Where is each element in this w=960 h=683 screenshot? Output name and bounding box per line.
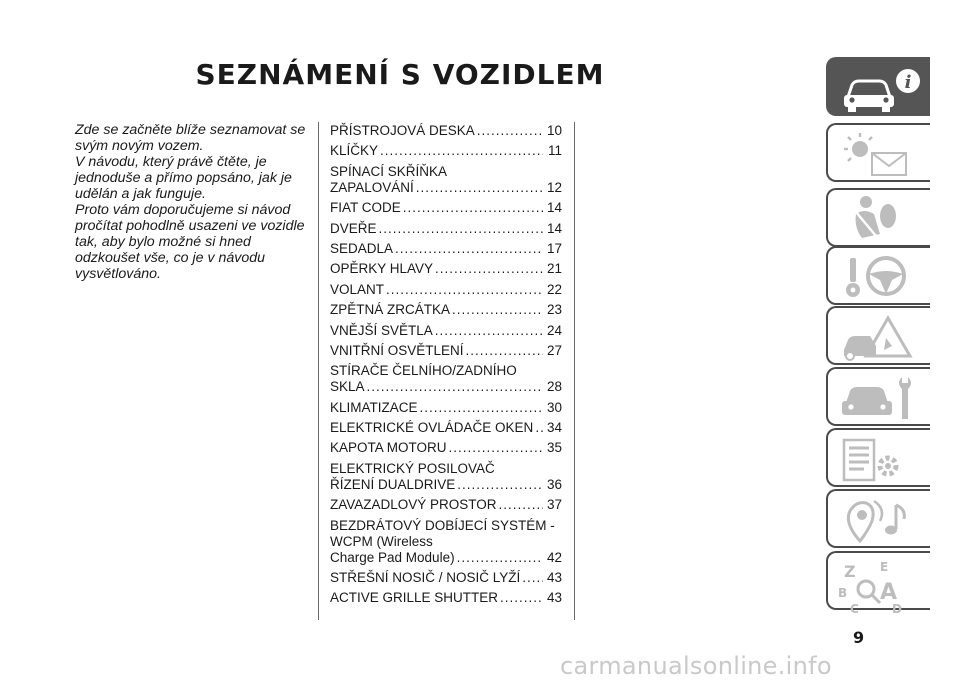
- toc-leader-dots: [499, 497, 543, 513]
- toc-entry-label: DVEŘE: [330, 220, 377, 236]
- toc-leader-dots: [379, 221, 543, 237]
- tab-safety[interactable]: [826, 188, 930, 247]
- seatbelt-airbag-icon: [836, 194, 926, 246]
- toc-entry-page: 34: [546, 420, 562, 436]
- toc-entry-label: KLIMATIZACE: [330, 399, 418, 415]
- svg-text:Z: Z: [844, 562, 856, 581]
- toc-entry-row: [330, 323, 562, 339]
- toc-leader-dots: [477, 123, 543, 139]
- toc-entry-label: ELEKTRICKÉ OVLÁDAČE OKEN: [330, 420, 534, 436]
- toc-entry-label: KLÍČKY: [330, 143, 379, 159]
- toc-leader-dots: [500, 590, 543, 606]
- toc-entry-row: [330, 420, 562, 436]
- warning-light-message-icon: [836, 129, 926, 181]
- toc-entry-page: 36: [546, 476, 562, 492]
- toc-entry-page: 22: [546, 281, 562, 297]
- toc-leader-dots: [457, 550, 543, 566]
- toc-leader-dots: [380, 143, 543, 159]
- toc-leader-dots: [457, 477, 543, 493]
- toc-entry-label: ZAPALOVÁNÍ: [330, 179, 414, 195]
- toc-leader-dots: [522, 570, 543, 586]
- tab-warning-lights[interactable]: [826, 123, 930, 182]
- toc-entry-label: VNITŘNÍ OSVĚTLENÍ: [330, 342, 464, 358]
- svg-text:A: A: [880, 580, 898, 605]
- toc-entry-page: 14: [546, 220, 562, 236]
- toc-entry-row: [330, 180, 562, 196]
- tab-car-info[interactable]: [826, 57, 930, 116]
- toc-entry[interactable]: [330, 143, 562, 159]
- svg-text:B: B: [838, 586, 848, 600]
- toc-entry-row: [330, 123, 562, 139]
- toc-entry-label-line: BEZDRÁTOVÝ DOBÍJECÍ SYSTÉM - WCPM (Wireless: [330, 517, 555, 549]
- toc-entry[interactable]: [330, 440, 562, 456]
- toc-entry-page: 24: [546, 322, 562, 338]
- column-divider-left: [318, 122, 319, 620]
- table-of-contents: [330, 123, 562, 611]
- toc-entry-row: [330, 570, 562, 586]
- toc-entry-page: 12: [546, 179, 562, 195]
- key-steering-wheel-icon: [836, 252, 926, 304]
- toc-entry-row: [330, 497, 562, 513]
- toc-entry-label: OPĚRKY HLAVY: [330, 261, 434, 277]
- toc-leader-dots: [452, 302, 543, 318]
- svg-text:C: C: [850, 602, 859, 616]
- emergency-warning-triangle-icon: [836, 312, 926, 364]
- toc-entry-row: [330, 200, 562, 216]
- car-service-wrench-icon: [836, 373, 926, 425]
- toc-leader-dots: [395, 241, 543, 257]
- toc-entry-page: 43: [546, 590, 562, 606]
- toc-entry-row: [330, 590, 562, 606]
- toc-entry-label: VOLANT: [330, 281, 385, 297]
- toc-leader-dots: [420, 400, 543, 416]
- toc-entry-row: [330, 302, 562, 318]
- toc-entry-label: ZAVAZADLOVÝ PROSTOR: [330, 497, 497, 513]
- watermark: carmanualsonline.info: [560, 652, 832, 680]
- toc-entry[interactable]: [330, 420, 562, 436]
- toc-entry-page: 21: [546, 261, 562, 277]
- toc-entry-label: SKLA: [330, 379, 365, 395]
- toc-entry-row: [330, 261, 562, 277]
- toc-entry-page: 17: [546, 240, 562, 256]
- toc-entry-row: [330, 282, 562, 298]
- toc-entry-row: [330, 477, 562, 493]
- tab-multimedia[interactable]: [826, 489, 930, 548]
- page-title: SEZNÁMENÍ S VOZIDLEM: [195, 58, 605, 91]
- toc-entry-label: ACTIVE GRILLE SHUTTER: [330, 590, 499, 606]
- tab-maintenance[interactable]: [826, 367, 930, 426]
- toc-entry-page: 27: [546, 342, 562, 358]
- toc-entry-page: 43: [546, 570, 562, 586]
- toc-entry[interactable]: [330, 363, 562, 395]
- tab-starting-driving[interactable]: [826, 246, 930, 305]
- toc-entry-label: ZPĚTNÁ ZRCÁTKA: [330, 302, 451, 318]
- tab-technical-data[interactable]: [826, 428, 930, 487]
- toc-leader-dots: [386, 282, 543, 298]
- toc-entry-label-line: ELEKTRICKÝ POSILOVAČ: [330, 460, 495, 476]
- toc-leader-dots: [449, 440, 543, 456]
- toc-entry[interactable]: [330, 261, 562, 277]
- svg-text:D: D: [892, 602, 902, 616]
- toc-entry-label: ŘÍZENÍ DUALDRIVE: [330, 476, 456, 492]
- toc-entry[interactable]: [330, 302, 562, 318]
- toc-entry[interactable]: [330, 323, 562, 339]
- toc-leader-dots: [367, 379, 543, 395]
- column-divider-right: [574, 122, 575, 620]
- toc-entry-label: VNĚJŠÍ SVĚTLA: [330, 322, 433, 338]
- toc-entry-page: 14: [546, 200, 562, 216]
- toc-leader-dots: [435, 323, 543, 339]
- multimedia-note-icon: [836, 495, 926, 547]
- toc-entry-page: 35: [546, 440, 562, 456]
- toc-leader-dots: [416, 180, 543, 196]
- toc-entry-page: 42: [546, 549, 562, 565]
- toc-entry-row: [330, 379, 562, 395]
- alphabetical-index-icon: [836, 557, 926, 617]
- toc-entry[interactable]: [330, 590, 562, 606]
- toc-leader-dots: [535, 420, 543, 436]
- toc-entry[interactable]: [330, 343, 562, 359]
- toc-entry-label: SEDADLA: [330, 240, 394, 256]
- toc-entry-page: 23: [546, 302, 562, 318]
- toc-entry-label: KAPOTA MOTORU: [330, 440, 447, 456]
- toc-entry-label: Charge Pad Module): [330, 549, 455, 565]
- toc-leader-dots: [466, 343, 543, 359]
- intro-paragraph: Proto vám doporučujeme si návod pročítat pohodlně usazeni ve vozidle tak, aby bylo možné si hned odzkoušet vše, co je v návodu vysvětlováno.: [75, 202, 305, 282]
- toc-entry-label: STŘEŠNÍ NOSIČ / NOSIČ LYŽÍ: [330, 570, 521, 586]
- toc-entry-page: 28: [546, 379, 562, 395]
- toc-entry-row: [330, 241, 562, 257]
- toc-entry[interactable]: [330, 241, 562, 257]
- toc-leader-dots: [435, 261, 543, 277]
- specifications-gear-icon: [836, 434, 926, 486]
- toc-entry[interactable]: [330, 570, 562, 586]
- toc-entry[interactable]: [330, 461, 562, 493]
- toc-entry[interactable]: [330, 123, 562, 139]
- toc-entry-row: [330, 550, 562, 566]
- toc-entry[interactable]: [330, 282, 562, 298]
- toc-entry-row: [330, 343, 562, 359]
- page-number: 9: [853, 628, 865, 647]
- toc-entry[interactable]: [330, 497, 562, 513]
- toc-entry-page: 10: [546, 123, 562, 138]
- toc-entry[interactable]: [330, 221, 562, 237]
- tab-index[interactable]: [826, 551, 930, 616]
- toc-entry-page: 30: [546, 399, 562, 415]
- intro-paragraph: Zde se začněte blíže seznamovat se svým novým vozem.: [75, 122, 306, 154]
- intro-text: [75, 122, 315, 282]
- toc-entry-label: FIAT CODE: [330, 200, 401, 216]
- toc-entry-row: [330, 400, 562, 416]
- toc-entry-row: [330, 143, 562, 159]
- toc-entry-row: [330, 440, 562, 456]
- intro-paragraph: V návodu, který právě čtěte, je jednoduše a přímo popsáno, jak je udělán a jak funguje.: [75, 154, 292, 202]
- toc-leader-dots: [403, 200, 543, 216]
- toc-entry-page: 37: [546, 497, 562, 513]
- toc-entry[interactable]: [330, 164, 562, 196]
- svg-text:i: i: [904, 72, 912, 93]
- tab-emergency[interactable]: [826, 306, 930, 365]
- toc-entry-page: 11: [547, 143, 562, 159]
- toc-entry-label-line: STÍRAČE ČELNÍHO/ZADNÍHO: [330, 363, 517, 379]
- toc-entry[interactable]: [330, 400, 562, 416]
- toc-entry[interactable]: [330, 518, 562, 566]
- svg-text:E: E: [880, 560, 889, 574]
- car-info-icon: [836, 63, 926, 115]
- toc-entry-label: PŘÍSTROJOVÁ DESKA: [330, 123, 475, 138]
- toc-entry-label-line: SPÍNACÍ SKŘÍŇKA: [330, 163, 448, 179]
- toc-entry[interactable]: [330, 200, 562, 216]
- toc-entry-row: [330, 221, 562, 237]
